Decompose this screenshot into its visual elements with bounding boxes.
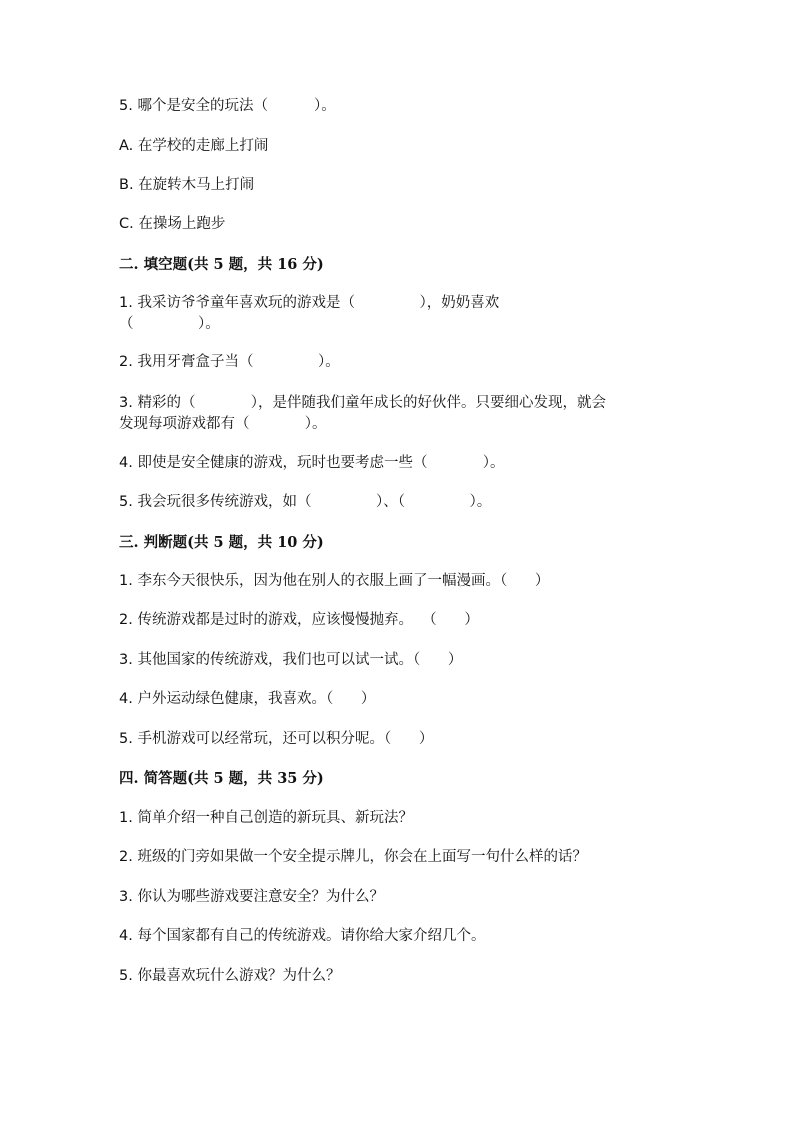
- mc-question-5: 5. 哪个是安全的玩法（ ）。: [119, 98, 336, 114]
- short-answer-question-2: 2. 班级的门旁如果做一个安全提示牌儿，你会在上面写一句什么样的话？: [119, 849, 587, 865]
- section-heading-fill-blank: 二. 填空题(共 5 题，共 16 分): [119, 256, 324, 273]
- true-false-question-5: 5. 手机游戏可以经常玩，还可以积分呢。（ ）: [119, 731, 434, 747]
- section-heading-short-answer: 四. 简答题(共 5 题，共 35 分): [119, 770, 324, 787]
- section-heading-true-false: 三. 判断题(共 5 题，共 10 分): [119, 534, 324, 551]
- short-answer-question-4: 4. 每个国家都有自己的传统游戏。请你给大家介绍几个。: [119, 928, 486, 944]
- short-answer-question-5: 5. 你最喜欢玩什么游戏？为什么？: [119, 968, 341, 984]
- true-false-question-4: 4. 户外运动绿色健康，我喜欢。（ ）: [119, 691, 376, 707]
- true-false-question-2: 2. 传统游戏都是过时的游戏，应该慢慢抛弃。 （ ）: [119, 612, 479, 628]
- true-false-question-3: 3. 其他国家的传统游戏，我们也可以试一试。（ ）: [119, 652, 463, 668]
- fill-blank-question-4: 4. 即使是安全健康的游戏，玩时也要考虑一些（ ）。: [119, 455, 505, 471]
- fill-blank-question-3: 3. 精彩的（ ），是伴随我们童年成长的好伙伴。只要细心发现，就会 发现每项游戏都有（ ）。: [119, 395, 607, 432]
- fill-blank-question-1: 1. 我采访爷爷童年喜欢玩的游戏是（ ），奶奶喜欢 （ ）。: [119, 295, 500, 332]
- fill-blank-question-5: 5. 我会玩很多传统游戏，如（ ）、（ ）。: [119, 494, 492, 510]
- true-false-question-1: 1. 李东今天很快乐，因为他在别人的衣服上画了一幅漫画。（ ）: [119, 573, 550, 589]
- short-answer-question-3: 3. 你认为哪些游戏要注意安全？为什么？: [119, 889, 384, 905]
- short-answer-question-1: 1. 简单介绍一种自己创造的新玩具、新玩法？: [119, 810, 413, 826]
- mc-option-b: B. 在旋转木马上打闹: [119, 177, 255, 193]
- fill-blank-question-2: 2. 我用牙膏盒子当（ ）。: [119, 354, 340, 370]
- mc-option-a: A. 在学校的走廊上打闹: [119, 138, 269, 154]
- mc-option-c: C. 在操场上跑步: [119, 216, 226, 232]
